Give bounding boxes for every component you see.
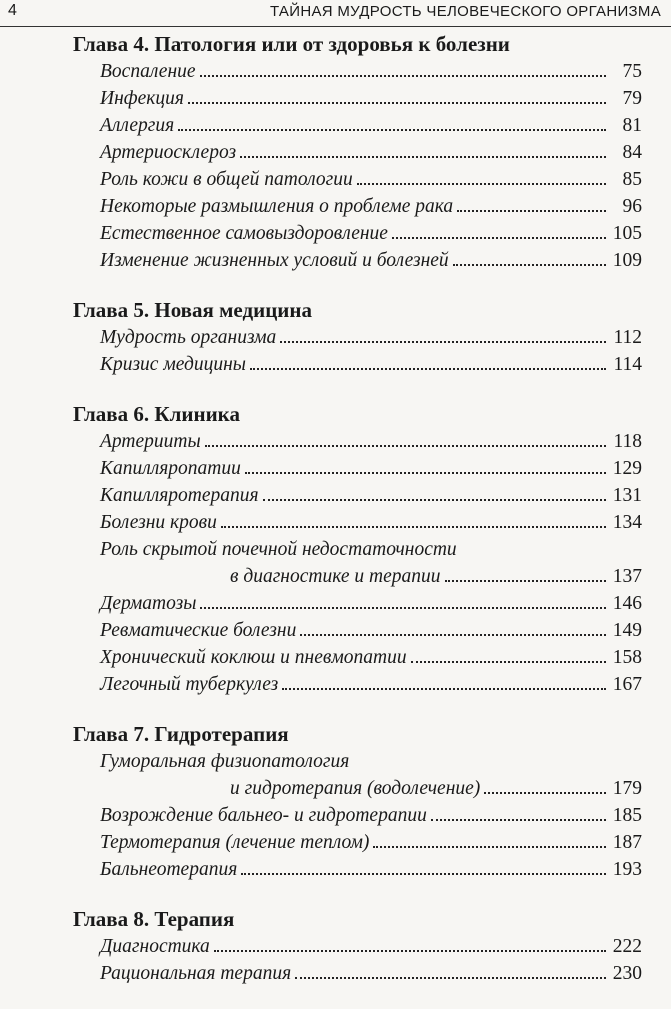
page-ref: 79: [622, 88, 642, 109]
toc-entry: [100, 58, 642, 85]
page-ref: 193: [612, 859, 642, 880]
table-of-contents: [0, 30, 671, 1009]
toc-entry: [100, 590, 642, 617]
page-ref: 118: [613, 431, 642, 452]
entry-title: Естественное самовыздоровление: [100, 223, 388, 244]
page-ref: 222: [612, 936, 642, 957]
entry-title: Артерииты: [100, 431, 201, 452]
dot-leader: [240, 155, 606, 158]
dot-leader: [263, 498, 606, 501]
toc-entry: [100, 455, 642, 482]
dot-leader: [241, 872, 606, 875]
chapter-section: [0, 720, 671, 883]
chapter-title: Глава 5. Новая медицина: [73, 298, 312, 322]
toc-entry: [100, 617, 642, 644]
dot-leader: [373, 845, 606, 848]
entry-title: Легочный туберкулез: [100, 674, 279, 695]
toc-entry: [100, 166, 642, 193]
dot-leader: [280, 340, 606, 343]
page-ref: 187: [612, 832, 642, 853]
page-ref: 134: [612, 512, 642, 533]
entry-title: Ревматические болезни: [100, 620, 297, 641]
page-ref: 81: [622, 115, 642, 136]
toc-entry: [100, 85, 642, 112]
toc-entry: [100, 112, 642, 139]
entry-title: Диагностика: [100, 936, 210, 957]
entry-title: Болезни крови: [100, 512, 217, 533]
chapter-title: Глава 7. Гидротерапия: [73, 722, 289, 746]
page-ref: 112: [613, 327, 642, 348]
page-ref: 185: [612, 805, 642, 826]
page-number: 4: [8, 2, 17, 19]
dot-leader: [392, 236, 606, 239]
entry-title: Кризис медицины: [100, 354, 246, 375]
page-ref: 146: [612, 593, 642, 614]
dot-leader: [282, 687, 606, 690]
toc-entry: [100, 509, 642, 536]
toc-entry: [100, 933, 642, 960]
dot-leader: [200, 74, 606, 77]
chapter-section: [0, 296, 671, 378]
toc-entry: [100, 536, 642, 590]
dot-leader: [200, 606, 606, 609]
entry-title: Некоторые размышления о проблеме рака: [100, 196, 454, 217]
page-ref: 129: [612, 458, 642, 479]
toc-entry: [100, 324, 642, 351]
entry-title: Роль кожи в общей патологии: [100, 169, 353, 190]
dot-leader: [245, 471, 606, 474]
entry-title: в диагностике и терапии: [230, 566, 441, 587]
chapter-section: [0, 30, 671, 274]
running-title: ТАЙНАЯ МУДРОСТЬ ЧЕЛОВЕЧЕСКОГО ОРГАНИЗМА: [269, 3, 661, 20]
toc-entry: [100, 220, 642, 247]
entry-title: Воспаление: [100, 61, 196, 82]
toc-entry: [100, 960, 642, 987]
dot-leader: [221, 525, 606, 528]
page-ref: 179: [612, 778, 642, 799]
page-ref: 149: [612, 620, 642, 641]
chapter-title: Глава 6. Клиника: [73, 402, 240, 426]
page-ref: 158: [612, 647, 642, 668]
toc-entry: [100, 671, 642, 698]
dot-leader: [484, 791, 606, 794]
entry-title: Мудрость организма: [100, 327, 277, 348]
toc-entry: [100, 428, 642, 455]
entry-title: Термотерапия (лечение теплом): [100, 832, 370, 853]
dot-leader: [357, 182, 606, 185]
dot-leader: [205, 444, 606, 447]
chapter-title: Глава 8. Терапия: [73, 907, 235, 931]
chapter-title: Глава 4. Патология или от здоровья к болезни: [73, 32, 510, 56]
toc-entry: [100, 856, 642, 883]
dot-leader: [300, 633, 606, 636]
page-ref: 114: [613, 354, 642, 375]
dot-leader: [453, 263, 606, 266]
entry-title: Аллергия: [100, 115, 175, 136]
dot-leader: [250, 367, 606, 370]
toc-entry: [100, 193, 642, 220]
toc-entry: [100, 139, 642, 166]
toc-entry: [100, 829, 642, 856]
page-ref: 75: [622, 61, 642, 82]
page-ref: 137: [612, 566, 642, 587]
page-ref: 109: [612, 250, 642, 271]
chapter-section: [0, 905, 671, 987]
toc-entry: [100, 482, 642, 509]
entry-title: Изменение жизненных условий и болезней: [100, 250, 449, 271]
entry-title-line: Роль скрытой почечной недостаточности: [100, 539, 457, 560]
page-ref: 230: [612, 963, 642, 984]
entry-title: Возрождение бальнео- и гидротерапии: [100, 805, 427, 826]
entry-title: Хронический коклюш и пневмопатии: [100, 647, 407, 668]
entry-title: Инфекция: [100, 88, 184, 109]
toc-entry: [100, 351, 642, 378]
entry-title: Дерматозы: [100, 593, 197, 614]
chapter-section: [0, 400, 671, 698]
dot-leader: [445, 579, 606, 582]
page-ref: 131: [612, 485, 642, 506]
toc-entry: [100, 247, 642, 274]
entry-title-line: Гуморальная физиопатология: [100, 751, 350, 772]
dot-leader: [431, 818, 606, 821]
page-ref: 105: [612, 223, 642, 244]
dot-leader: [411, 660, 606, 663]
dot-leader: [457, 209, 606, 212]
entry-title: Артериосклероз: [100, 142, 237, 163]
toc-entry: [100, 748, 642, 802]
page-ref: 85: [622, 169, 642, 190]
dot-leader: [188, 101, 606, 104]
entry-title: Капилляротерапия: [100, 485, 259, 506]
dot-leader: [295, 976, 606, 979]
toc-entry: [100, 802, 642, 829]
entry-title: Бальнеотерапия: [100, 859, 238, 880]
dot-leader: [214, 949, 606, 952]
entry-title: и гидротерапия (водолечение): [230, 778, 481, 799]
entry-title: Рациональная терапия: [100, 963, 292, 984]
page-header: [0, 0, 671, 27]
page-ref: 167: [612, 674, 642, 695]
entry-title: Капилляропатии: [100, 458, 241, 479]
page-ref: 84: [622, 142, 642, 163]
toc-entry: [100, 644, 642, 671]
dot-leader: [178, 128, 606, 131]
page-ref: 96: [622, 196, 642, 217]
